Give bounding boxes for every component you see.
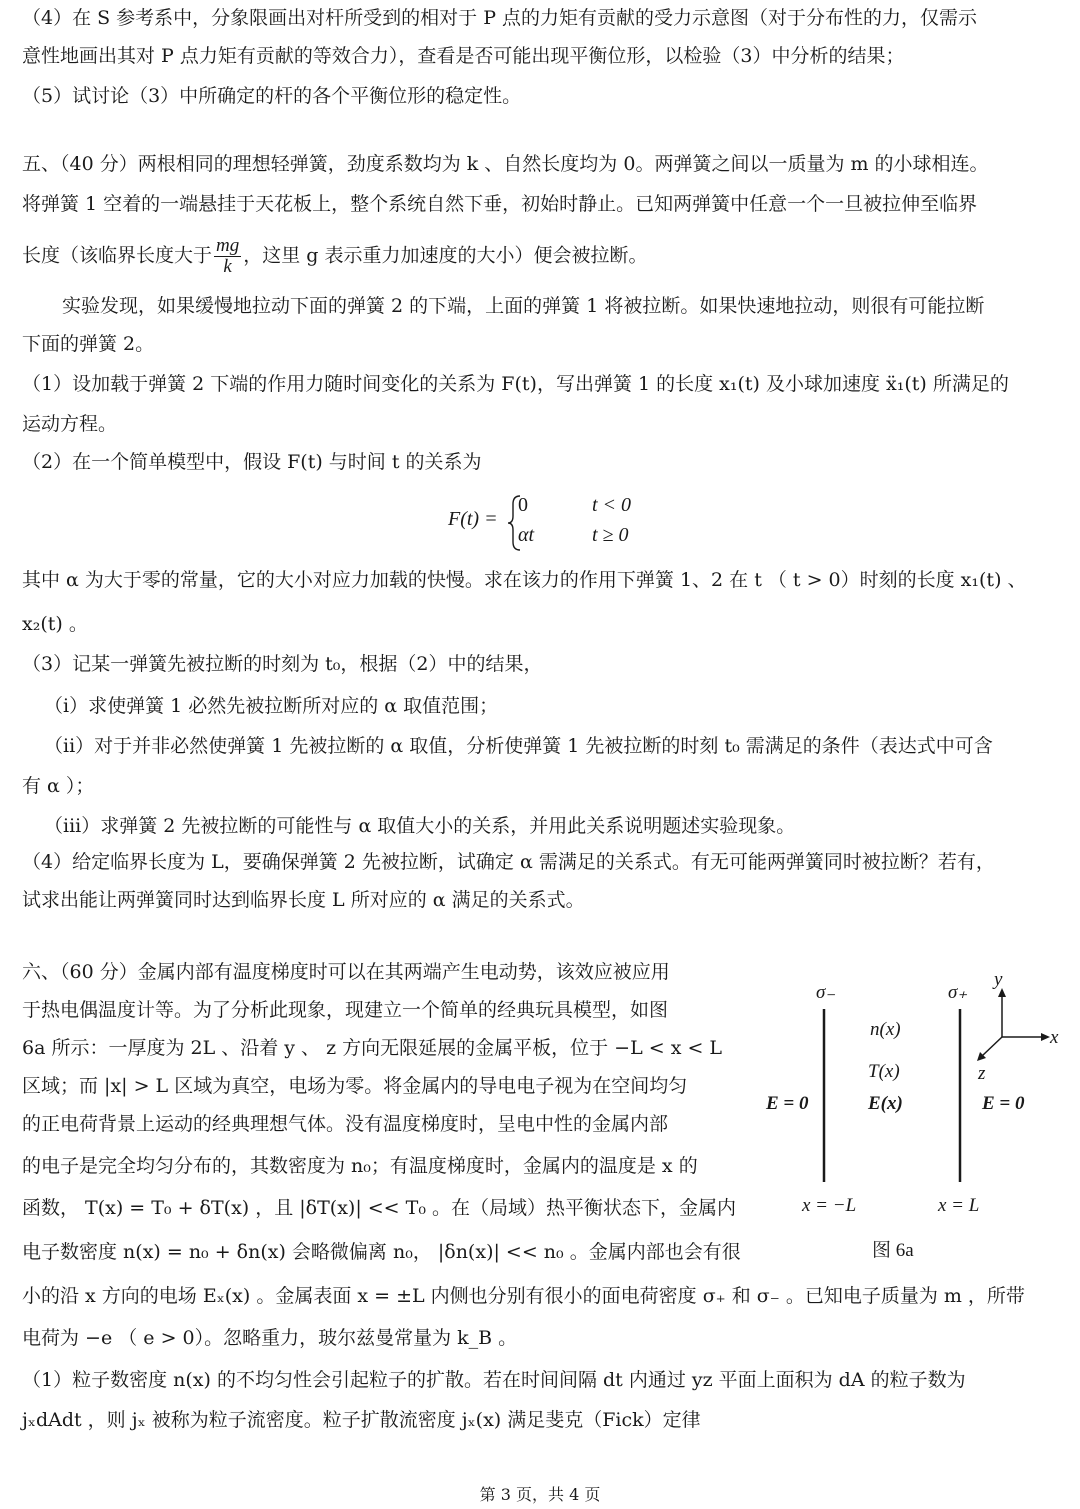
text-line-6-end: ，这里 g 表示重力加速度的大小）便会被拉断。 [243, 244, 648, 267]
page-footer: 第 3 页，共 4 页 [479, 1485, 601, 1504]
axis-y-label: y [994, 969, 1003, 990]
problem-6-heading: 六、（60 分）金属内部有温度梯度时可以在其两端产生电动势，该效应被应用 [22, 961, 670, 983]
density-label: n(x) [870, 1019, 901, 1040]
text-line-16: （ii）对于并非必然使弹簧 1 先被拉断的 α 取值，分析使弹簧 1 先被拉断的时刻 t₀ 需满足的条件（表达式中可含 [44, 735, 993, 757]
field-right-label: E = 0 [982, 1093, 1025, 1114]
equation-case-2-condition: t ≥ 0 [592, 524, 629, 546]
equation-case-2-value: αt [518, 524, 535, 546]
x-plus-L-label: x = L [938, 1195, 980, 1216]
text-line-2: 意性地画出其对 P 点力矩有贡献的等效合力），查看是否可能出现平衡位形，以检验（3）中分析的结果； [22, 45, 905, 67]
text-line-6 [22, 236, 648, 277]
sigma-minus-label: σ₋ [816, 982, 836, 1003]
text-line-32: jₓdAdt ，则 jₓ 被称为粒子流密度。粒子扩散流密度 jₓ(x) 满足斐克（Fick）定律 [22, 1409, 701, 1431]
text-line-18: （iii）求弹簧 2 先被拉断的可能性与 α 取值大小的关系，并用此关系说明题述实验现象。 [44, 815, 796, 837]
text-line-11: （2）在一个简单模型中，假设 F(t) 与时间 t 的关系为 [22, 451, 482, 473]
text-line-28: 电子数密度 n(x) = n₀ + δn(x) 会略微偏离 n₀， |δn(x)| << n₀ 。金属内部也会有很 [22, 1241, 741, 1263]
text-line-15: （i）求使弹簧 1 必然先被拉断所对应的 α 取值范围； [44, 695, 499, 717]
field-left-label: E = 0 [766, 1093, 809, 1114]
temperature-label: T(x) [868, 1061, 900, 1082]
text-line-22: 于热电偶温度计等。为了分析此现象，现建立一个简单的经典玩具模型，如图 [22, 999, 669, 1021]
text-line-3: （5）试讨论（3）中所确定的杆的各个平衡位形的稳定性。 [22, 85, 522, 107]
fraction-numerator: mg [216, 235, 240, 256]
text-line-17: 有 α ）； [22, 775, 95, 797]
coordinate-axes-icon [977, 988, 1050, 1061]
figure-6a-drawing [760, 975, 1060, 1265]
field-inside-label: E(x) [868, 1093, 903, 1114]
figure-6a [760, 969, 1060, 1265]
text-line-8: 下面的弹簧 2。 [22, 333, 155, 355]
fraction-mg-over-k [214, 236, 241, 277]
text-line-31: （1）粒子数密度 n(x) 的不均匀性会引起粒子的扩散。若在时间间隔 dt 内通过 yz 平面上面积为 dA 的粒子数为 [22, 1369, 966, 1391]
text-line-25: 的正电荷背景上运动的经典理想气体。没有温度梯度时，呈电中性的金属内部 [22, 1113, 669, 1135]
text-line-24: 区域；而 |x| > L 区域为真空，电场为零。将金属内的导电电子视为在空间均匀 [22, 1075, 688, 1097]
text-line-10: 运动方程。 [22, 413, 118, 435]
text-line-1: （4）在 S 参考系中，分象限画出对杆所受到的相对于 P 点的力矩有贡献的受力示意图（对于分布性的力，仅需示 [22, 7, 978, 29]
text-line-19: （4）给定临界长度为 L，要确保弹簧 2 先被拉断，试确定 α 需满足的关系式。有无可能两弹簧同时被拉断？若有， [22, 851, 995, 873]
text-line-5: 将弹簧 1 空着的一端悬挂于天花板上，整个系统自然下垂，初始时静止。已知两弹簧中任意一个一旦被拉伸至临界 [22, 193, 978, 215]
text-line-23: 6a 所示：一厚度为 2L 、沿着 y 、 z 方向无限延展的金属平板，位于 −L < x < L [22, 1037, 723, 1059]
equation-case-1-value: 0 [518, 494, 528, 516]
x-minus-L-label: x = −L [802, 1195, 857, 1216]
fraction-denominator: k [223, 256, 232, 277]
text-line-30: 电荷为 −e （ e > 0）。忽略重力，玻尔兹曼常量为 k_B 。 [22, 1327, 518, 1349]
axis-x-label: x [1050, 1027, 1059, 1048]
text-line-20: 试求出能让两弹簧同时达到临界长度 L 所对应的 α 满足的关系式。 [22, 889, 585, 911]
text-line-12: 其中 α 为大于零的常量，它的大小对应力加载的快慢。求在该力的作用下弹簧 1、2 在 t （ t > 0）时刻的长度 x₁(t) 、 [22, 569, 1027, 591]
text-line-29: 小的沿 x 方向的电场 Eₓ(x) 。金属表面 x = ±L 内侧也分别有很小的面电荷密度 σ₊ 和 σ₋ 。已知电子质量为 m ，所带 [22, 1285, 1025, 1307]
text-line-26: 的电子是完全均匀分布的，其数密度为 n₀；有温度梯度时，金属内的温度是 x 的 [22, 1155, 698, 1177]
text-line-13: x₂(t) 。 [22, 613, 88, 635]
text-line-7: 实验发现，如果缓慢地拉动下面的弹簧 2 的下端，上面的弹簧 1 将被拉断。如果快速地拉动，则很有可能拉断 [62, 295, 985, 317]
sigma-plus-label: σ₊ [948, 982, 968, 1003]
equation-lhs: F(t) = [448, 508, 498, 530]
text-line-14: （3）记某一弹簧先被拉断的时刻为 t₀，根据（2）中的结果， [22, 653, 543, 675]
problem-5-heading: 五、（40 分）两根相同的理想轻弹簧，劲度系数均为 k 、自然长度均为 0。两弹簧之间以一质量为 m 的小球相连。 [22, 153, 989, 175]
figure-caption: 图 6a [872, 1240, 914, 1261]
equation-case-1-condition: t < 0 [592, 494, 632, 516]
axis-z-label: z [978, 1063, 986, 1084]
text-line-27: 函数， T(x) = T₀ + δT(x) ，且 |δT(x)| << T₀ 。在（局域）热平衡状态下，金属内 [22, 1197, 736, 1219]
text-line-6-start: 长度（该临界长度大于 [22, 244, 213, 267]
text-line-9: （1）设加载于弹簧 2 下端的作用力随时间变化的关系为 F(t)，写出弹簧 1 的长度 x₁(t) 及小球加速度 ẍ₁(t) 所满足的 [22, 373, 1009, 395]
